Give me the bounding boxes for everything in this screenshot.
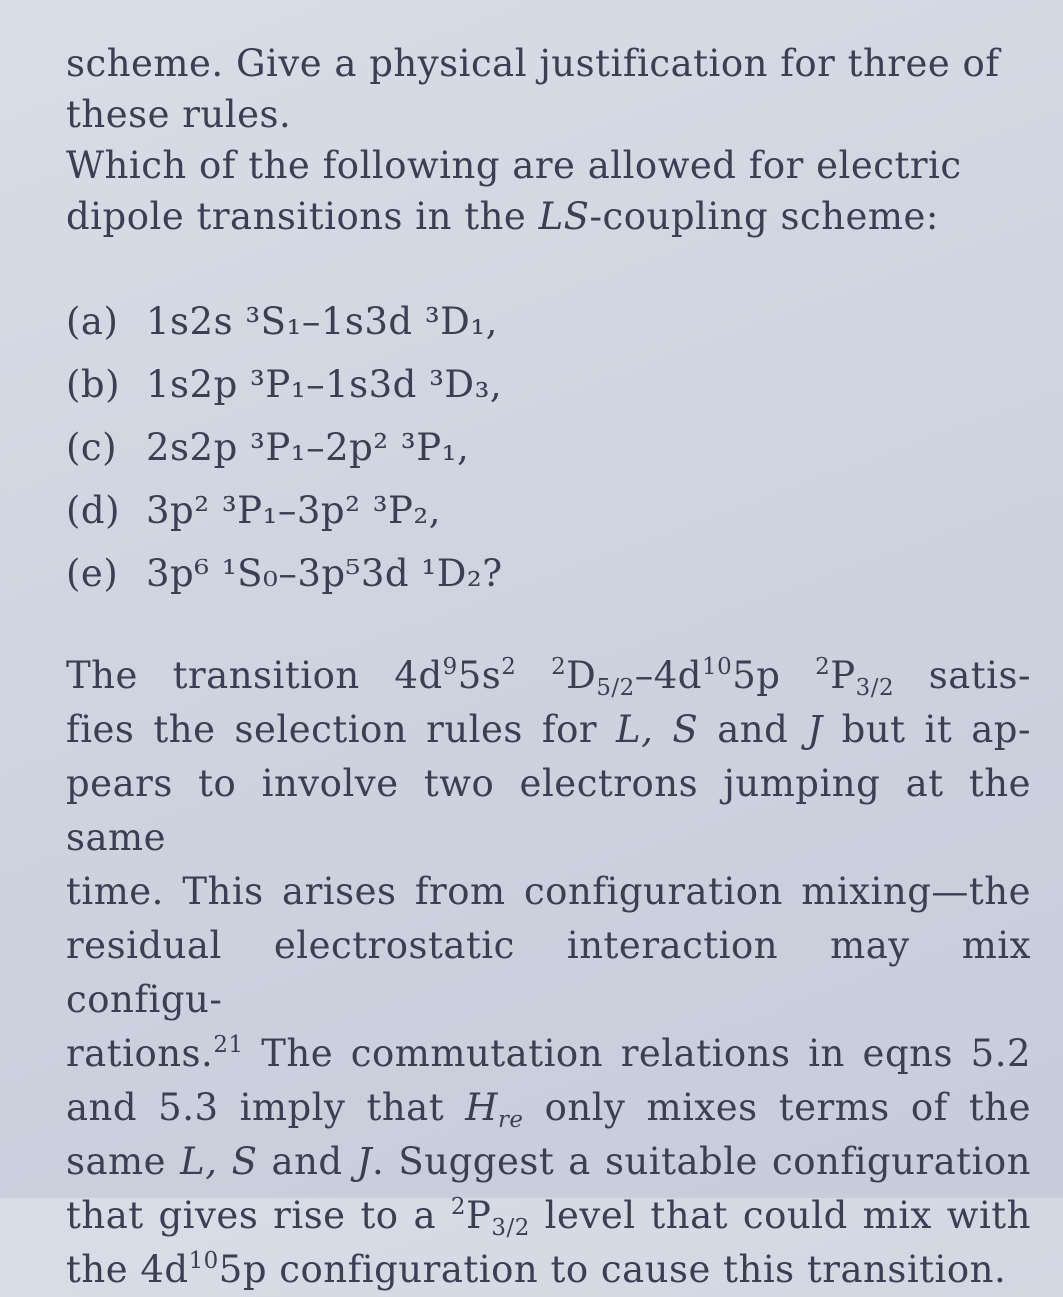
text-line: and 5.3 imply that $H_{re}$ only mixes terms of the	[66, 1086, 1031, 1133]
option-c: (c) 2s2p ³P₁–2p² ³P₁,	[66, 426, 470, 469]
text-line: fies the selection rules for L, S and J but it ap-	[66, 708, 1031, 751]
option-d: (d) 3p² ³P₁–3p² ³P₂,	[66, 489, 442, 532]
text-line: scheme. Give a physical justification for three of	[66, 42, 1000, 85]
option-b: (b) 1s2p ³P₁–1s3d ³D₃,	[66, 363, 503, 406]
transition-options-list	[66, 290, 1029, 605]
text-line: Which of the following are allowed for electric	[66, 144, 962, 187]
text-line: that gives rise to a $^2P_{3/2}$ level that could mix with	[66, 1193, 1031, 1241]
footnote-marker: 21	[213, 1031, 244, 1058]
text-line: same L, S and J. Suggest a suitable configuration	[66, 1140, 1031, 1183]
text-line: pears to involve two electrons jumping at the same	[66, 762, 1031, 859]
option-e: (e) 3p⁶ ¹S₀–3p⁵3d ¹D₂?	[66, 552, 503, 595]
text-line: The transition $4d^95s^2$ $^2D_{5/2}-4d^{10}5p$ $^2P_{3/2}$ satis-	[66, 653, 1031, 701]
option-a: (a) 1s2s ³S₁–1s3d ³D₁,	[66, 300, 498, 343]
text-line: residual electrostatic interaction may mix configu-	[66, 924, 1031, 1021]
intro-paragraph	[66, 38, 1026, 242]
text-line: the $4d^{10}5p$ configuration to cause this transition.	[66, 1247, 1007, 1291]
text-line: these rules.	[66, 93, 292, 136]
configuration-mixing-paragraph	[66, 649, 1031, 1297]
text-line: time. This arises from configuration mixing—the	[66, 870, 1031, 913]
text-line: rations.$^{21}$ The commutation relations in eqns 5.2	[66, 1031, 1031, 1075]
text-line: dipole transitions in the LS-coupling scheme:	[66, 195, 939, 238]
